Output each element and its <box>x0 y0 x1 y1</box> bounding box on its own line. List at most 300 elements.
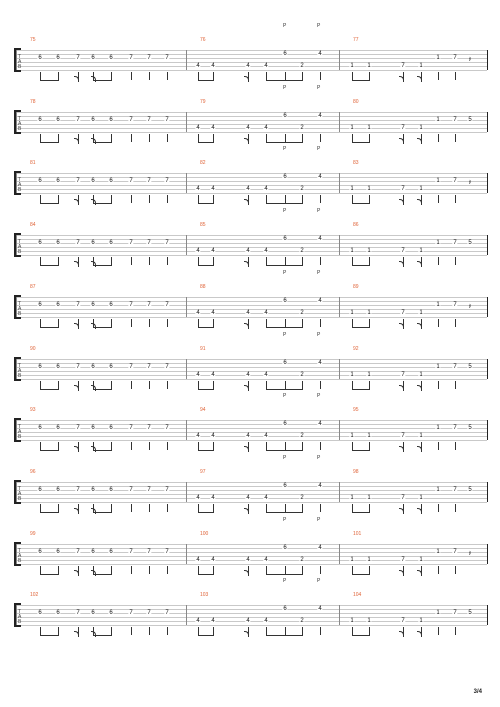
barline <box>487 173 488 193</box>
palm-mute-mark: P <box>283 331 287 338</box>
note-stem <box>455 195 456 203</box>
note-stem <box>302 566 303 574</box>
staff-string-line <box>16 309 487 310</box>
fret-number: 7 <box>165 301 169 308</box>
fret-number: 1 <box>436 363 440 370</box>
staff-string-line <box>16 132 487 133</box>
fret-number: 6 <box>38 363 42 370</box>
note-stem <box>438 504 439 512</box>
fret-number: 7 <box>401 309 405 316</box>
palm-mute-mark: P <box>283 84 287 91</box>
note-beam <box>198 389 214 390</box>
fret-number: 1 <box>436 301 440 308</box>
note-beam <box>40 450 59 451</box>
fret-number: 7 <box>76 116 80 123</box>
fret-number: 6 <box>91 240 95 247</box>
note-flag <box>91 323 96 329</box>
note-stem <box>302 72 303 80</box>
staff-string-line <box>16 181 487 182</box>
note-beam <box>198 450 214 451</box>
note-flag <box>74 631 79 637</box>
note-beam <box>266 80 303 81</box>
palm-mute-mark: P <box>317 516 321 523</box>
fret-number: 6 <box>56 55 60 61</box>
note-stem <box>302 504 303 512</box>
note-stem <box>285 566 286 574</box>
note-beam <box>40 512 59 513</box>
staff-string-line <box>16 613 487 614</box>
fret-number: 4 <box>196 433 200 440</box>
measure-number: 96 <box>30 468 36 475</box>
note-beam <box>266 450 303 451</box>
palm-mute-mark: P <box>317 393 321 400</box>
palm-mute-mark: P <box>283 516 287 523</box>
staff-string-line <box>16 605 487 606</box>
barline <box>186 544 187 564</box>
fret-number: 2 <box>300 494 304 501</box>
note-stem <box>352 134 353 142</box>
fret-number: 1 <box>367 124 371 131</box>
note-stem <box>302 257 303 265</box>
note-stem <box>302 381 303 389</box>
note-stem <box>149 442 150 450</box>
fret-number: 6 <box>109 548 113 555</box>
fret-number: 7 <box>165 116 169 123</box>
note-stem <box>58 257 59 265</box>
fret-number: 1 <box>436 486 440 493</box>
note-beam <box>40 80 59 81</box>
fret-number: 6 <box>283 51 287 57</box>
fret-number: 7 <box>147 55 151 61</box>
fret-number: 6 <box>56 240 60 247</box>
note-stem <box>111 504 112 512</box>
note-stem <box>320 566 321 574</box>
staff-string-line <box>16 617 487 618</box>
note-stem <box>198 381 199 389</box>
tab-clef: TAB <box>18 547 22 564</box>
fret-number: 1 <box>419 186 423 193</box>
note-stem <box>352 566 353 574</box>
note-stem <box>213 72 214 80</box>
staff-string-line <box>16 424 487 425</box>
note-stem <box>320 72 321 80</box>
note-stem <box>131 195 132 203</box>
note-stem <box>131 257 132 265</box>
fret-number: 4 <box>211 556 215 563</box>
fret-number: 6 <box>56 548 60 555</box>
note-stem <box>111 566 112 574</box>
fret-number: 4 <box>318 421 322 428</box>
fret-number: 7 <box>76 55 80 61</box>
note-beam <box>266 574 303 575</box>
palm-mute-mark: P <box>317 146 321 153</box>
staff-string-line <box>16 62 487 63</box>
fret-number: 7 <box>147 610 151 617</box>
note-beam <box>352 574 370 575</box>
note-beam <box>266 142 303 143</box>
note-stem <box>369 627 370 635</box>
note-flag <box>399 199 404 205</box>
fret-number: 1 <box>436 610 440 617</box>
note-stem <box>455 442 456 450</box>
fret-number: 1 <box>367 433 371 440</box>
barline <box>16 605 17 625</box>
fret-number: 1 <box>436 116 440 123</box>
note-stem <box>149 566 150 574</box>
fret-number: 4 <box>211 494 215 501</box>
staff-string-line <box>16 436 487 437</box>
fret-number: 4 <box>264 494 268 501</box>
fret-number: 1 <box>419 124 423 131</box>
fret-number: 7 <box>401 248 405 255</box>
note-stem <box>198 195 199 203</box>
note-stem <box>149 627 150 635</box>
note-stem <box>266 319 267 327</box>
fret-number: 4 <box>211 371 215 378</box>
note-stem <box>111 442 112 450</box>
fret-number: 1 <box>367 618 371 625</box>
fret-number: 7 <box>76 486 80 493</box>
fret-number: 6 <box>91 116 95 123</box>
note-stem <box>58 134 59 142</box>
fret-number: 7 <box>147 363 151 370</box>
note-stem <box>149 72 150 80</box>
fret-number: 6 <box>56 363 60 370</box>
fret-number: 1 <box>436 240 440 247</box>
note-flag <box>91 76 96 82</box>
measure-number: 76 <box>200 37 206 43</box>
note-stem <box>455 381 456 389</box>
note-beam <box>352 327 370 328</box>
note-stem <box>285 627 286 635</box>
note-stem <box>58 195 59 203</box>
fret-number: 7 <box>76 240 80 247</box>
staff-string-line <box>16 625 487 626</box>
palm-mute-mark: P <box>283 23 287 29</box>
note-stem <box>58 566 59 574</box>
measure-number: 87 <box>30 283 36 290</box>
fret-number: 4 <box>264 309 268 316</box>
note-stem <box>58 442 59 450</box>
note-flag <box>399 446 404 452</box>
note-stem <box>320 627 321 635</box>
note-beam <box>352 80 370 81</box>
fret-number: 4 <box>246 124 250 131</box>
note-flag <box>399 261 404 267</box>
note-stem <box>285 442 286 450</box>
fret-number: 7 <box>129 425 133 432</box>
barline <box>16 297 17 317</box>
note-flag <box>91 385 96 391</box>
palm-mute-mark: P <box>283 578 287 585</box>
note-stem <box>285 72 286 80</box>
fret-number: 2 <box>300 248 304 255</box>
measure-number: 99 <box>30 530 36 537</box>
measure-number: 82 <box>200 160 206 167</box>
note-beam <box>40 327 59 328</box>
measure-number: 90 <box>30 345 36 352</box>
note-beam <box>40 142 59 143</box>
note-flag <box>417 508 422 514</box>
note-beam <box>198 80 214 81</box>
fret-number: 4 <box>246 248 250 255</box>
staff-string-line <box>16 359 487 360</box>
staff-string-line <box>16 375 487 376</box>
fret-number: 4 <box>196 494 200 501</box>
note-stem <box>131 72 132 80</box>
note-stem <box>438 72 439 80</box>
note-beam <box>198 265 214 266</box>
note-stem <box>58 319 59 327</box>
staff-string-line <box>16 128 487 129</box>
note-flag <box>244 261 249 267</box>
note-stem <box>266 627 267 635</box>
fret-number: 7 <box>453 301 457 308</box>
fret-number: 6 <box>283 482 287 489</box>
fret-number: 6 <box>283 606 287 613</box>
fret-number: 7 <box>147 116 151 123</box>
note-beam <box>198 203 214 204</box>
fret-number: 7 <box>165 178 169 185</box>
barline <box>339 605 340 625</box>
note-stem <box>40 627 41 635</box>
note-stem <box>58 627 59 635</box>
barline <box>339 420 340 440</box>
fret-number: 4 <box>264 63 268 69</box>
fret-number: 6 <box>109 363 113 370</box>
note-stem <box>40 381 41 389</box>
measure-number: 80 <box>353 98 359 105</box>
fret-number: 6 <box>38 116 42 123</box>
barline <box>16 359 17 379</box>
note-stem <box>320 442 321 450</box>
staff-string-line <box>16 112 487 113</box>
fret-number: 7 <box>453 55 457 61</box>
staff-string-line <box>16 313 487 314</box>
note-stem <box>266 381 267 389</box>
note-stem <box>455 504 456 512</box>
note-stem <box>352 381 353 389</box>
staff-string-line <box>16 482 487 483</box>
note-stem <box>40 195 41 203</box>
tab-clef: TAB <box>18 609 22 626</box>
fret-number: 2 <box>300 618 304 625</box>
note-stem <box>213 381 214 389</box>
fret-number: 7 <box>147 425 151 432</box>
palm-mute-mark: P <box>283 269 287 276</box>
staff-string-line <box>16 177 487 178</box>
note-stem <box>167 319 168 327</box>
fret-number: 4 <box>211 309 215 316</box>
staff-string-line <box>16 552 487 553</box>
fret-number: 7 <box>147 486 151 493</box>
fret-number: 6 <box>283 174 287 181</box>
note-stem <box>352 627 353 635</box>
note-stem <box>213 319 214 327</box>
staff-string-line <box>16 239 487 240</box>
note-stem <box>198 442 199 450</box>
note-flag <box>91 138 96 144</box>
note-stem <box>167 627 168 635</box>
fret-number: 4 <box>264 433 268 440</box>
measure-number: 101 <box>353 530 362 537</box>
measure-number: 81 <box>30 160 36 167</box>
note-stem <box>352 504 353 512</box>
fret-number: 1 <box>419 309 423 316</box>
note-stem <box>320 257 321 265</box>
barline <box>339 112 340 132</box>
note-stem <box>58 381 59 389</box>
staff-string-line <box>16 556 487 557</box>
note-stem <box>213 195 214 203</box>
note-stem <box>320 381 321 389</box>
note-stem <box>302 195 303 203</box>
staff-string-line <box>16 189 487 190</box>
measure-number: 100 <box>200 530 209 537</box>
fret-number: 4 <box>211 63 215 69</box>
fret-number: 7 <box>76 363 80 370</box>
note-flag <box>399 323 404 329</box>
fret-number: 7 <box>129 240 133 247</box>
palm-mute-mark: P <box>283 393 287 400</box>
quarter-rest-icon: 𝄽 <box>468 302 472 311</box>
fret-number: 7 <box>147 548 151 555</box>
fret-number: 4 <box>211 124 215 131</box>
fret-number: 7 <box>147 240 151 247</box>
note-stem <box>198 134 199 142</box>
fret-number: 5 <box>468 240 472 247</box>
palm-mute-mark: P <box>317 23 321 29</box>
note-beam <box>40 574 59 575</box>
note-stem <box>198 319 199 327</box>
fret-number: 6 <box>283 112 287 119</box>
note-stem <box>352 195 353 203</box>
note-stem <box>213 134 214 142</box>
note-stem <box>111 257 112 265</box>
note-stem <box>285 134 286 142</box>
note-beam <box>352 512 370 513</box>
fret-number: 7 <box>401 186 405 193</box>
note-beam <box>266 265 303 266</box>
note-beam <box>266 203 303 204</box>
barline <box>487 482 488 502</box>
fret-number: 4 <box>264 186 268 193</box>
tab-clef: TAB <box>18 424 22 441</box>
fret-number: 1 <box>367 494 371 501</box>
fret-number: 6 <box>38 425 42 432</box>
fret-number: 1 <box>350 433 354 440</box>
fret-number: 6 <box>38 301 42 308</box>
note-stem <box>40 72 41 80</box>
quarter-rest-icon: 𝄽 <box>468 55 472 64</box>
note-stem <box>455 72 456 80</box>
fret-number: 4 <box>264 618 268 625</box>
note-stem <box>285 504 286 512</box>
fret-number: 1 <box>419 63 423 69</box>
staff-string-line <box>16 560 487 561</box>
note-beam <box>198 142 214 143</box>
page-number: 3/4 <box>473 689 482 695</box>
palm-mute-mark: P <box>283 454 287 461</box>
barline <box>16 112 17 132</box>
note-stem <box>198 257 199 265</box>
note-stem <box>266 504 267 512</box>
note-beam <box>352 450 370 451</box>
barline <box>487 235 488 255</box>
note-stem <box>285 257 286 265</box>
staff-string-line <box>16 70 487 71</box>
note-stem <box>302 627 303 635</box>
fret-number: 4 <box>264 248 268 255</box>
tab-clef: TAB <box>18 239 22 256</box>
measure-number: 77 <box>353 37 359 43</box>
fret-number: 1 <box>350 309 354 316</box>
fret-number: 7 <box>453 548 457 555</box>
fret-number: 6 <box>56 486 60 493</box>
note-beam <box>198 635 214 636</box>
fret-number: 6 <box>109 55 113 61</box>
note-stem <box>40 134 41 142</box>
fret-number: 1 <box>350 186 354 193</box>
note-flag <box>417 76 422 82</box>
fret-number: 7 <box>129 363 133 370</box>
note-stem <box>369 319 370 327</box>
fret-number: 4 <box>246 309 250 316</box>
fret-number: 2 <box>300 186 304 193</box>
fret-number: 4 <box>211 618 215 625</box>
note-flag <box>399 508 404 514</box>
fret-number: 7 <box>129 178 133 185</box>
barline <box>186 420 187 440</box>
palm-mute-mark: P <box>317 269 321 276</box>
note-stem <box>167 257 168 265</box>
note-stem <box>198 72 199 80</box>
fret-number: 6 <box>38 240 42 247</box>
staff-string-line <box>16 301 487 302</box>
note-flag <box>74 199 79 205</box>
barline <box>16 482 17 502</box>
note-flag <box>399 631 404 637</box>
note-stem <box>213 504 214 512</box>
note-stem <box>40 566 41 574</box>
note-stem <box>369 195 370 203</box>
note-stem <box>320 504 321 512</box>
fret-number: 7 <box>129 301 133 308</box>
fret-number: 1 <box>350 371 354 378</box>
fret-number: 6 <box>56 425 60 432</box>
fret-number: 1 <box>419 248 423 255</box>
fret-number: 4 <box>264 556 268 563</box>
fret-number: 6 <box>56 116 60 123</box>
note-stem <box>455 134 456 142</box>
note-flag <box>244 446 249 452</box>
fret-number: 5 <box>468 610 472 617</box>
fret-number: 6 <box>56 178 60 185</box>
note-stem <box>302 442 303 450</box>
staff-string-line <box>16 609 487 610</box>
note-stem <box>111 319 112 327</box>
note-stem <box>213 442 214 450</box>
note-stem <box>369 566 370 574</box>
fret-number: 7 <box>76 548 80 555</box>
palm-mute-mark: P <box>317 208 321 215</box>
barline <box>16 420 17 440</box>
fret-number: 7 <box>401 124 405 131</box>
fret-number: 7 <box>147 301 151 308</box>
fret-number: 4 <box>318 544 322 551</box>
fret-number: 1 <box>350 494 354 501</box>
measure-number: 94 <box>200 407 206 414</box>
